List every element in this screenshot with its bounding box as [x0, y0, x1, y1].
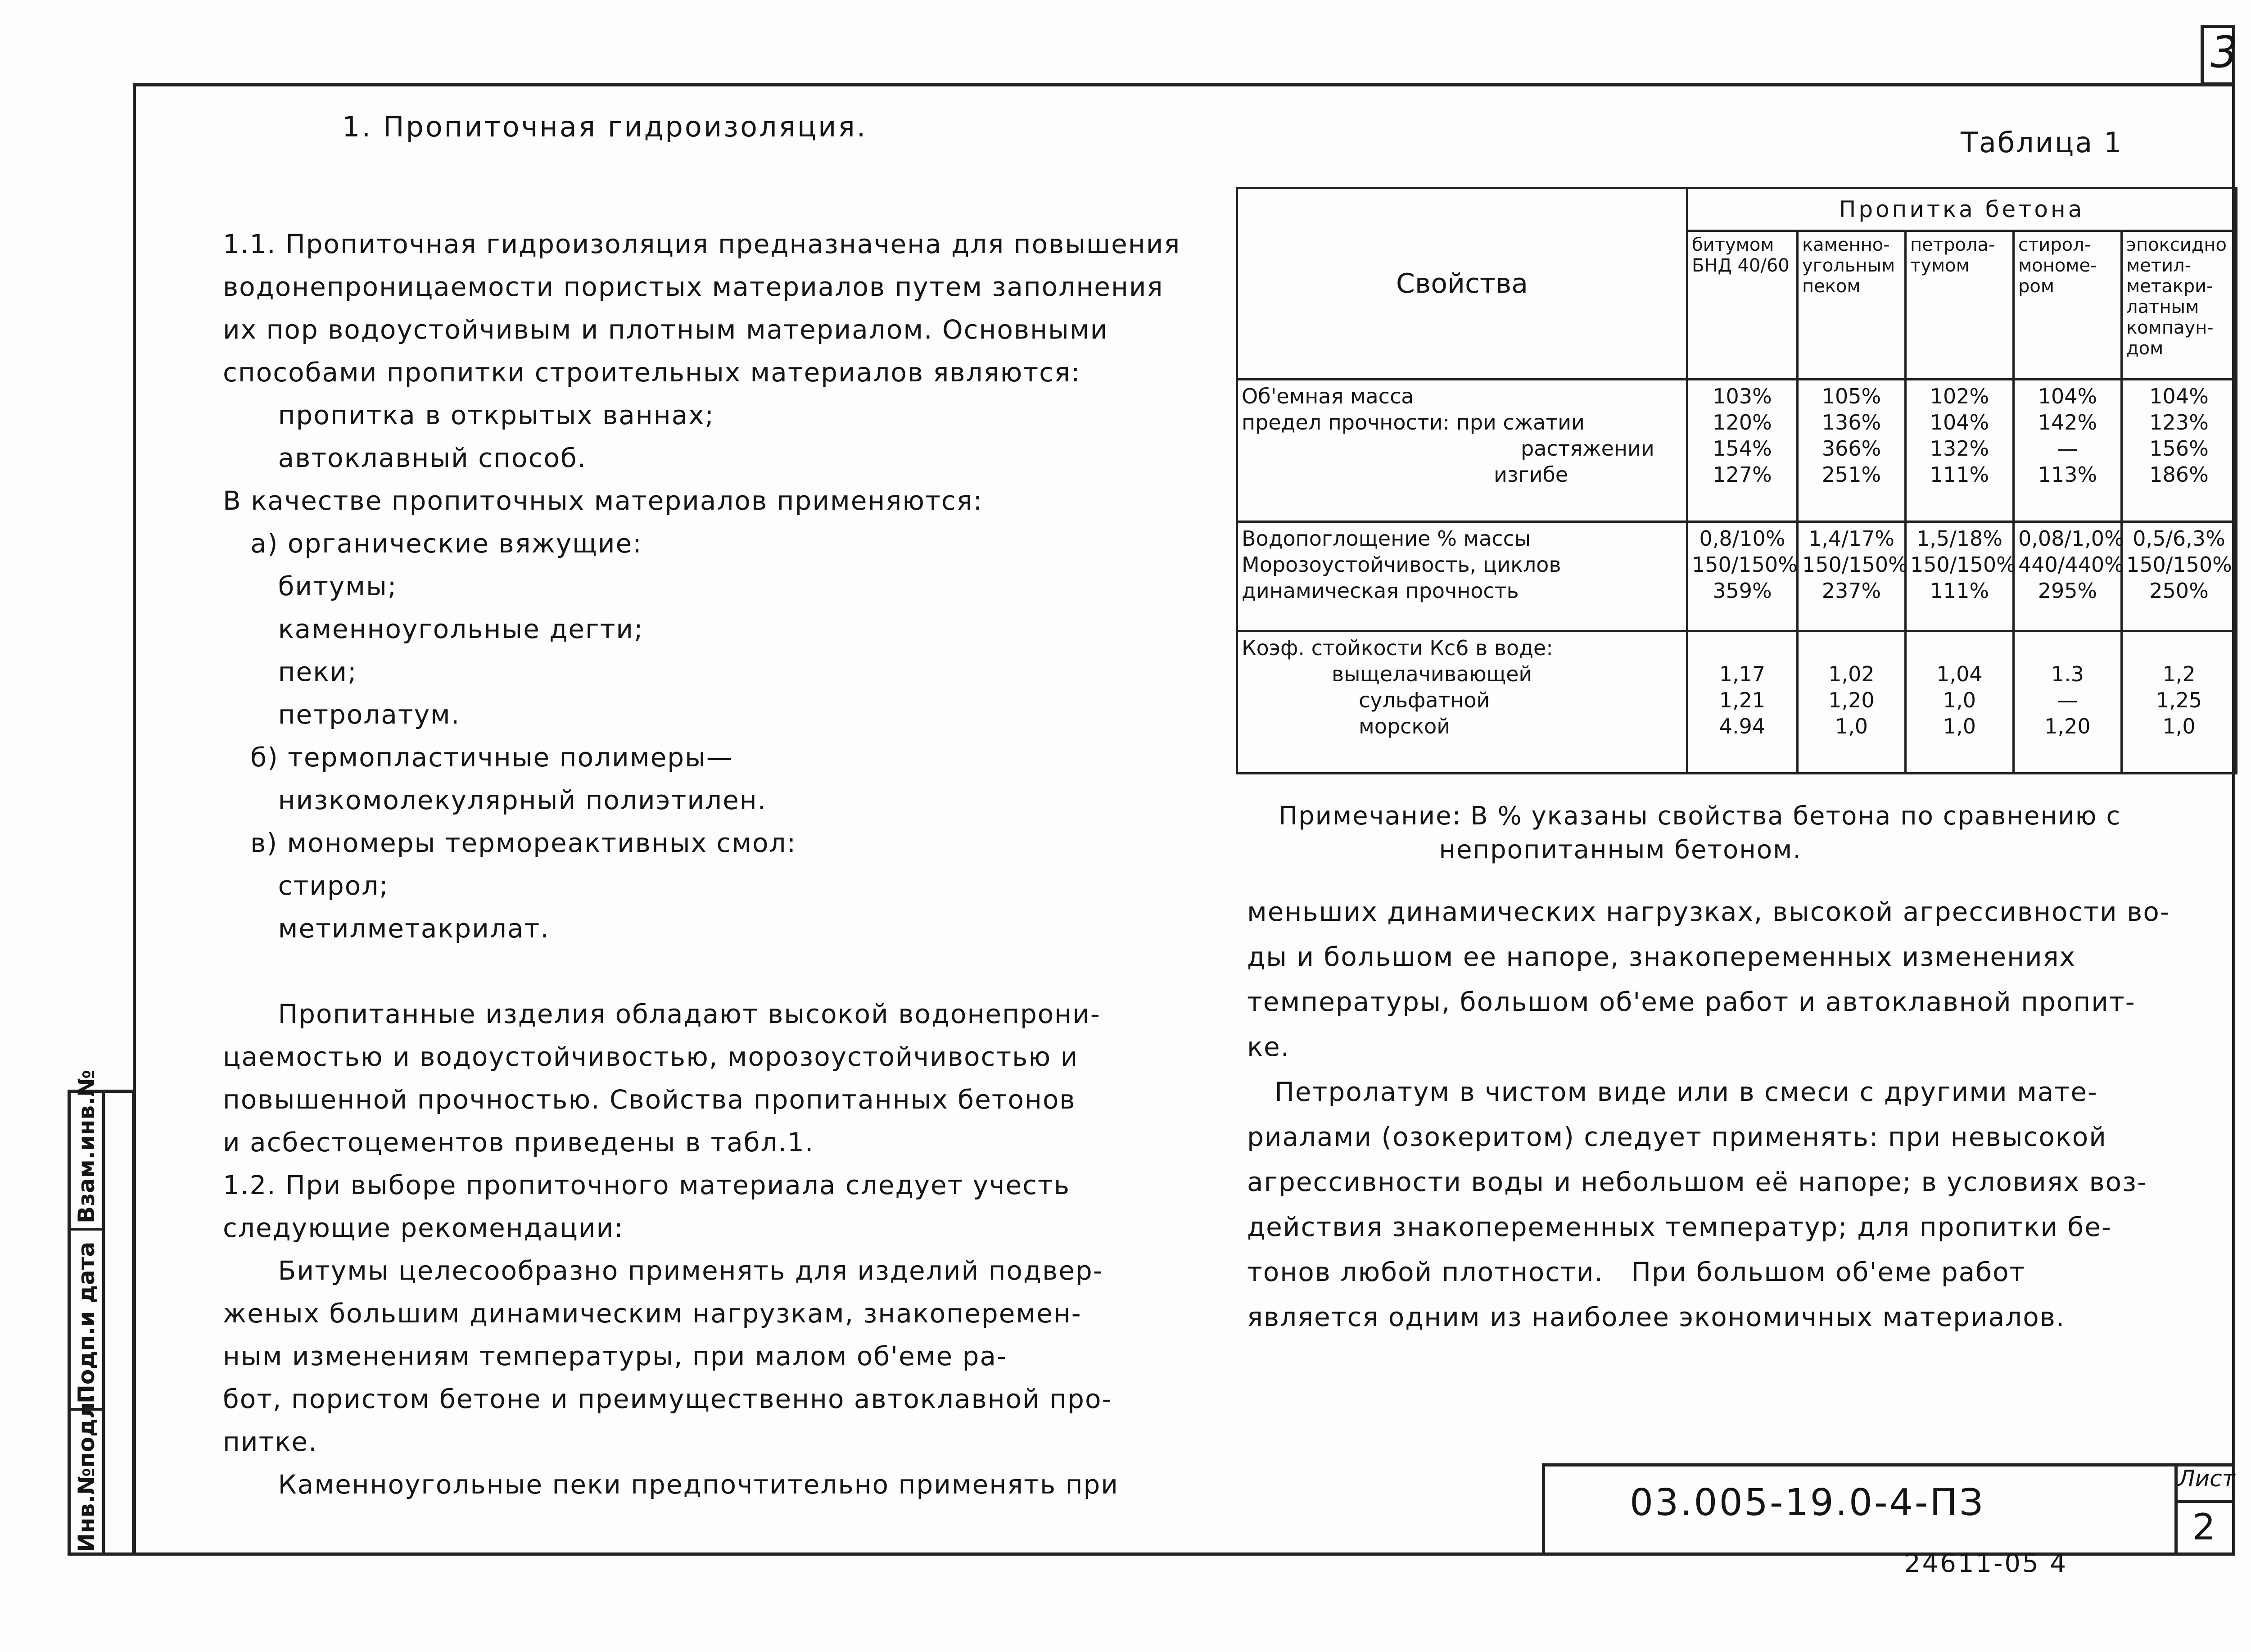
table-row-labels: [1237, 380, 1687, 522]
text-line: петролатум.: [223, 699, 461, 730]
table-row-label: изгибе: [1494, 462, 1568, 487]
table-cell-value: 295%: [2038, 579, 2097, 603]
table-cell: [2014, 380, 2122, 522]
table-cell-value: 0,8/10%: [1699, 526, 1785, 551]
table-cell-value: 1,4/17%: [1808, 526, 1894, 551]
table-cell-value: [2018, 635, 2117, 661]
table-note: [1279, 799, 2121, 867]
text-line: риалами (озокеритом) следует применять: при невысокой: [1247, 1122, 2107, 1152]
table-cell-value: 1,5/18%: [1917, 526, 2002, 551]
table-row-block3: [1237, 631, 2237, 773]
text-line: способами пропитки строительных материалов являются:: [223, 357, 1081, 388]
text-line: Примечание: В % указаны свойства бетона по сравнению с: [1279, 801, 2121, 831]
page-corner-number: 3: [2210, 27, 2238, 77]
text-line: Петролатум в чистом виде или в смеси с другими мате-: [1247, 1077, 2098, 1107]
text-line: ды и большом ее напоре, знакопеременных изменениях: [1247, 941, 2076, 972]
text-line: в) мономеры термореактивных смол:: [223, 828, 797, 858]
text-line: [223, 950, 1180, 993]
table-cell-value: 4.94: [1719, 714, 1766, 738]
table-cell-value: 154%: [1713, 436, 1772, 461]
table-cell-value: 251%: [1822, 462, 1881, 487]
table-cell: [1687, 522, 1798, 631]
text-line: метилметакрилат.: [223, 913, 550, 944]
text-line: следующие рекомендации:: [223, 1213, 624, 1243]
table-cell-value: 1,0: [1835, 714, 1868, 738]
table-cell: [1906, 380, 2014, 522]
table-cell-value: 1,02: [1828, 661, 1875, 686]
table-cell: [1798, 380, 1906, 522]
table-row-block2: [1237, 522, 2237, 631]
text-line: действия знакопеременных температур; для пропитки бе-: [1247, 1212, 2112, 1242]
sheet-box-divider: [2178, 1500, 2232, 1503]
text-line: питке.: [223, 1426, 318, 1457]
text-line: и асбестоцементов приведены в табл.1.: [223, 1127, 814, 1158]
table-cell-value: [1802, 635, 1901, 661]
table-column-header: стирол-мономе-ром: [2014, 231, 2122, 380]
text-line: цаемостью и водоустойчивостью, морозоустойчивостью и: [223, 1041, 1079, 1072]
sheet-number: 2: [2192, 1506, 2215, 1548]
table-cell-value: [1692, 635, 1793, 661]
table-caption: Таблица 1: [1961, 126, 2123, 159]
text-line: каменноугольные дегти;: [223, 614, 644, 644]
left-column-text: [223, 223, 1180, 1506]
table-cell: [1906, 631, 2014, 773]
archive-number: 24611-05 4: [1904, 1549, 2068, 1578]
text-line: непропитанным бетоном.: [1279, 835, 1802, 864]
table-row-label: Водопоглощение % массы: [1242, 526, 1531, 551]
table-cell-value: 366%: [1822, 436, 1881, 461]
strip-separator: [71, 1228, 105, 1231]
table-cell-value: 103%: [1713, 384, 1772, 409]
text-line: ке.: [1247, 1032, 1290, 1062]
table-cell-value: 0,08/1,0%: [2018, 526, 2124, 551]
table-cell-value: 142%: [2038, 410, 2097, 435]
text-line: пропитка в открытых ваннах;: [223, 400, 715, 430]
table-cell-value: 104%: [1930, 410, 1989, 435]
table-cell-value: 250%: [2149, 579, 2209, 603]
text-line: низкомолекулярный полиэтилен.: [223, 785, 767, 815]
table-cell-value: 105%: [1822, 384, 1881, 409]
table-cell: [2014, 522, 2122, 631]
strip-label-podp-data: Подп.и дата: [73, 1241, 99, 1403]
text-line: бот, пористом бетоне и преимущественно автоклавной про-: [223, 1384, 1112, 1414]
table-cell-value: 113%: [2038, 462, 2097, 487]
text-line: агрессивности воды и небольшом её напоре; в условиях воз-: [1247, 1167, 2147, 1197]
table-cell: [2014, 631, 2122, 773]
table-cell-value: 123%: [2149, 410, 2209, 435]
text-line: температуры, большом об'еме работ и автоклавной пропит-: [1247, 987, 2136, 1017]
table-cell-value: 102%: [1930, 384, 1989, 409]
right-column-text: [1247, 889, 2170, 1340]
table-cell-value: 1.3: [2051, 661, 2084, 686]
table-cell-value: 0,5/6,3%: [2133, 526, 2225, 551]
table-cell-value: [2126, 635, 2232, 661]
table-row-labels: [1237, 522, 1687, 631]
table-cell-value: 104%: [2038, 384, 2097, 409]
table-row-label: динамическая прочность: [1242, 579, 1519, 603]
table-cell-value: 150/150%: [1692, 552, 1798, 577]
table-cell-value: 1,0: [1943, 714, 1976, 738]
text-line: стирол;: [223, 870, 389, 901]
table-cell-value: 136%: [1822, 410, 1881, 435]
document-code: 03.005-19.0-4-ПЗ: [1630, 1481, 1985, 1524]
text-line: автоклавный способ.: [223, 443, 587, 473]
table-row-label: выщелачивающей: [1332, 661, 1532, 686]
table-row-label: морской: [1359, 714, 1451, 738]
table-header-properties: Свойства: [1237, 188, 1687, 380]
text-line: повышенной прочностью. Свойства пропитанных бетонов: [223, 1084, 1076, 1115]
text-line: Каменноугольные пеки предпочтительно применять при: [223, 1469, 1119, 1500]
table-cell-value: 1,17: [1719, 661, 1766, 686]
properties-table: [1236, 187, 2237, 774]
section-title: 1. Пропиточная гидроизоляция.: [342, 110, 868, 143]
table-cell-value: 237%: [1822, 579, 1881, 603]
strip-label-vzam-inv: Взам.инв.№: [73, 1069, 99, 1223]
text-line: б) термопластичные полимеры—: [223, 742, 733, 773]
text-line: меньших динамических нагрузках, высокой агрессивности во-: [1247, 896, 2170, 927]
table-cell-value: 1,20: [1828, 688, 1875, 712]
table-row-block1: [1237, 380, 2237, 522]
table-row-label: растяжении: [1521, 436, 1654, 461]
table-cell-value: 1,21: [1719, 688, 1766, 712]
table-cell: [1906, 522, 2014, 631]
table-column-header: каменно-угольным пеком: [1798, 231, 1906, 380]
table-cell-value: 127%: [1713, 462, 1772, 487]
text-line: тонов любой плотности. При большом об'еме работ: [1247, 1257, 2026, 1287]
table-cell-value: 156%: [2149, 436, 2209, 461]
table-cell-value: 186%: [2149, 462, 2209, 487]
table-cell-value: 1,0: [1943, 688, 1976, 712]
table-cell-value: 111%: [1930, 579, 1989, 603]
text-line: водонепроницаемости пористых материалов путем заполнения: [223, 272, 1164, 302]
stamp-strip: [68, 1069, 135, 1556]
table-cell-value: 1,2: [2162, 661, 2196, 686]
sheet-label: Лист: [2178, 1466, 2235, 1492]
text-line: является одним из наиболее экономичных материалов.: [1247, 1302, 2066, 1332]
text-line: 1.1. Пропиточная гидроизоляция предназначена для повышения: [223, 229, 1181, 259]
text-line: пеки;: [223, 656, 357, 687]
table-cell-value: 150/150%: [2126, 552, 2232, 577]
table-cell: [1687, 631, 1798, 773]
table-cell-value: 104%: [2149, 384, 2209, 409]
text-line: Битумы целесообразно применять для изделий подвер-: [223, 1255, 1103, 1286]
table-cell-value: 359%: [1713, 579, 1772, 603]
table-cell-value: 120%: [1713, 410, 1772, 435]
table-cell-value: —: [2057, 436, 2078, 461]
table-cell-value: 150/150%: [1910, 552, 2016, 577]
text-line: битумы;: [223, 571, 398, 602]
table-cell-value: 440/440%: [2018, 552, 2124, 577]
text-line: Пропитанные изделия обладают высокой водонепрони-: [223, 999, 1101, 1029]
table-cell-value: 150/150%: [1802, 552, 1908, 577]
table-row-label: предел прочности: при сжатии: [1242, 410, 1585, 435]
table-cell: [2122, 522, 2237, 631]
table-cell: [1798, 631, 1906, 773]
text-line: их пор водоустойчивым и плотным материалом. Основными: [223, 314, 1108, 345]
text-line: а) органические вяжущие:: [223, 528, 642, 559]
table-cell-value: 111%: [1930, 462, 1989, 487]
table-cell: [1687, 380, 1798, 522]
table-row-label: Об'емная масса: [1242, 384, 1414, 409]
table-header-impregnation: Пропитка бетона: [1687, 188, 2237, 231]
text-line: 1.2. При выборе пропиточного материала следует учесть: [223, 1170, 1070, 1200]
table-cell: [1798, 522, 1906, 631]
table-row-label: Коэф. стойкости Кс6 в воде:: [1242, 635, 1553, 660]
text-line: В качестве пропиточных материалов применяются:: [223, 485, 983, 516]
table-cell-value: 1,20: [2044, 714, 2091, 738]
strip-divider: [102, 1093, 105, 1552]
text-line: ным изменениям температуры, при малом об'еме ра-: [223, 1341, 1007, 1371]
table-column-header: эпоксидно метил-метакри-латным компаун-дом: [2122, 231, 2237, 380]
table-cell-value: 1,04: [1936, 661, 1983, 686]
table-row-label: сульфатной: [1359, 688, 1490, 712]
table-column-header: петрола-тумом: [1906, 231, 2014, 380]
table-cell-value: —: [2057, 688, 2078, 712]
text-line: женых большим динамическим нагрузкам, знакоперемен-: [223, 1298, 1082, 1329]
table-row-labels: [1237, 631, 1687, 773]
table-cell: [2122, 380, 2237, 522]
table-cell-value: 132%: [1930, 436, 1989, 461]
table-cell-value: 1,0: [2162, 714, 2196, 738]
table-cell-value: [1910, 635, 2009, 661]
strip-label-inv-podl: Инв.№подл.: [73, 1393, 99, 1552]
table-column-header: битумом БНД 40/60: [1687, 231, 1798, 380]
table-row-label: Морозоустойчивость, циклов: [1242, 552, 1561, 577]
table-cell-value: 1,25: [2156, 688, 2202, 712]
table-cell: [2122, 631, 2237, 773]
